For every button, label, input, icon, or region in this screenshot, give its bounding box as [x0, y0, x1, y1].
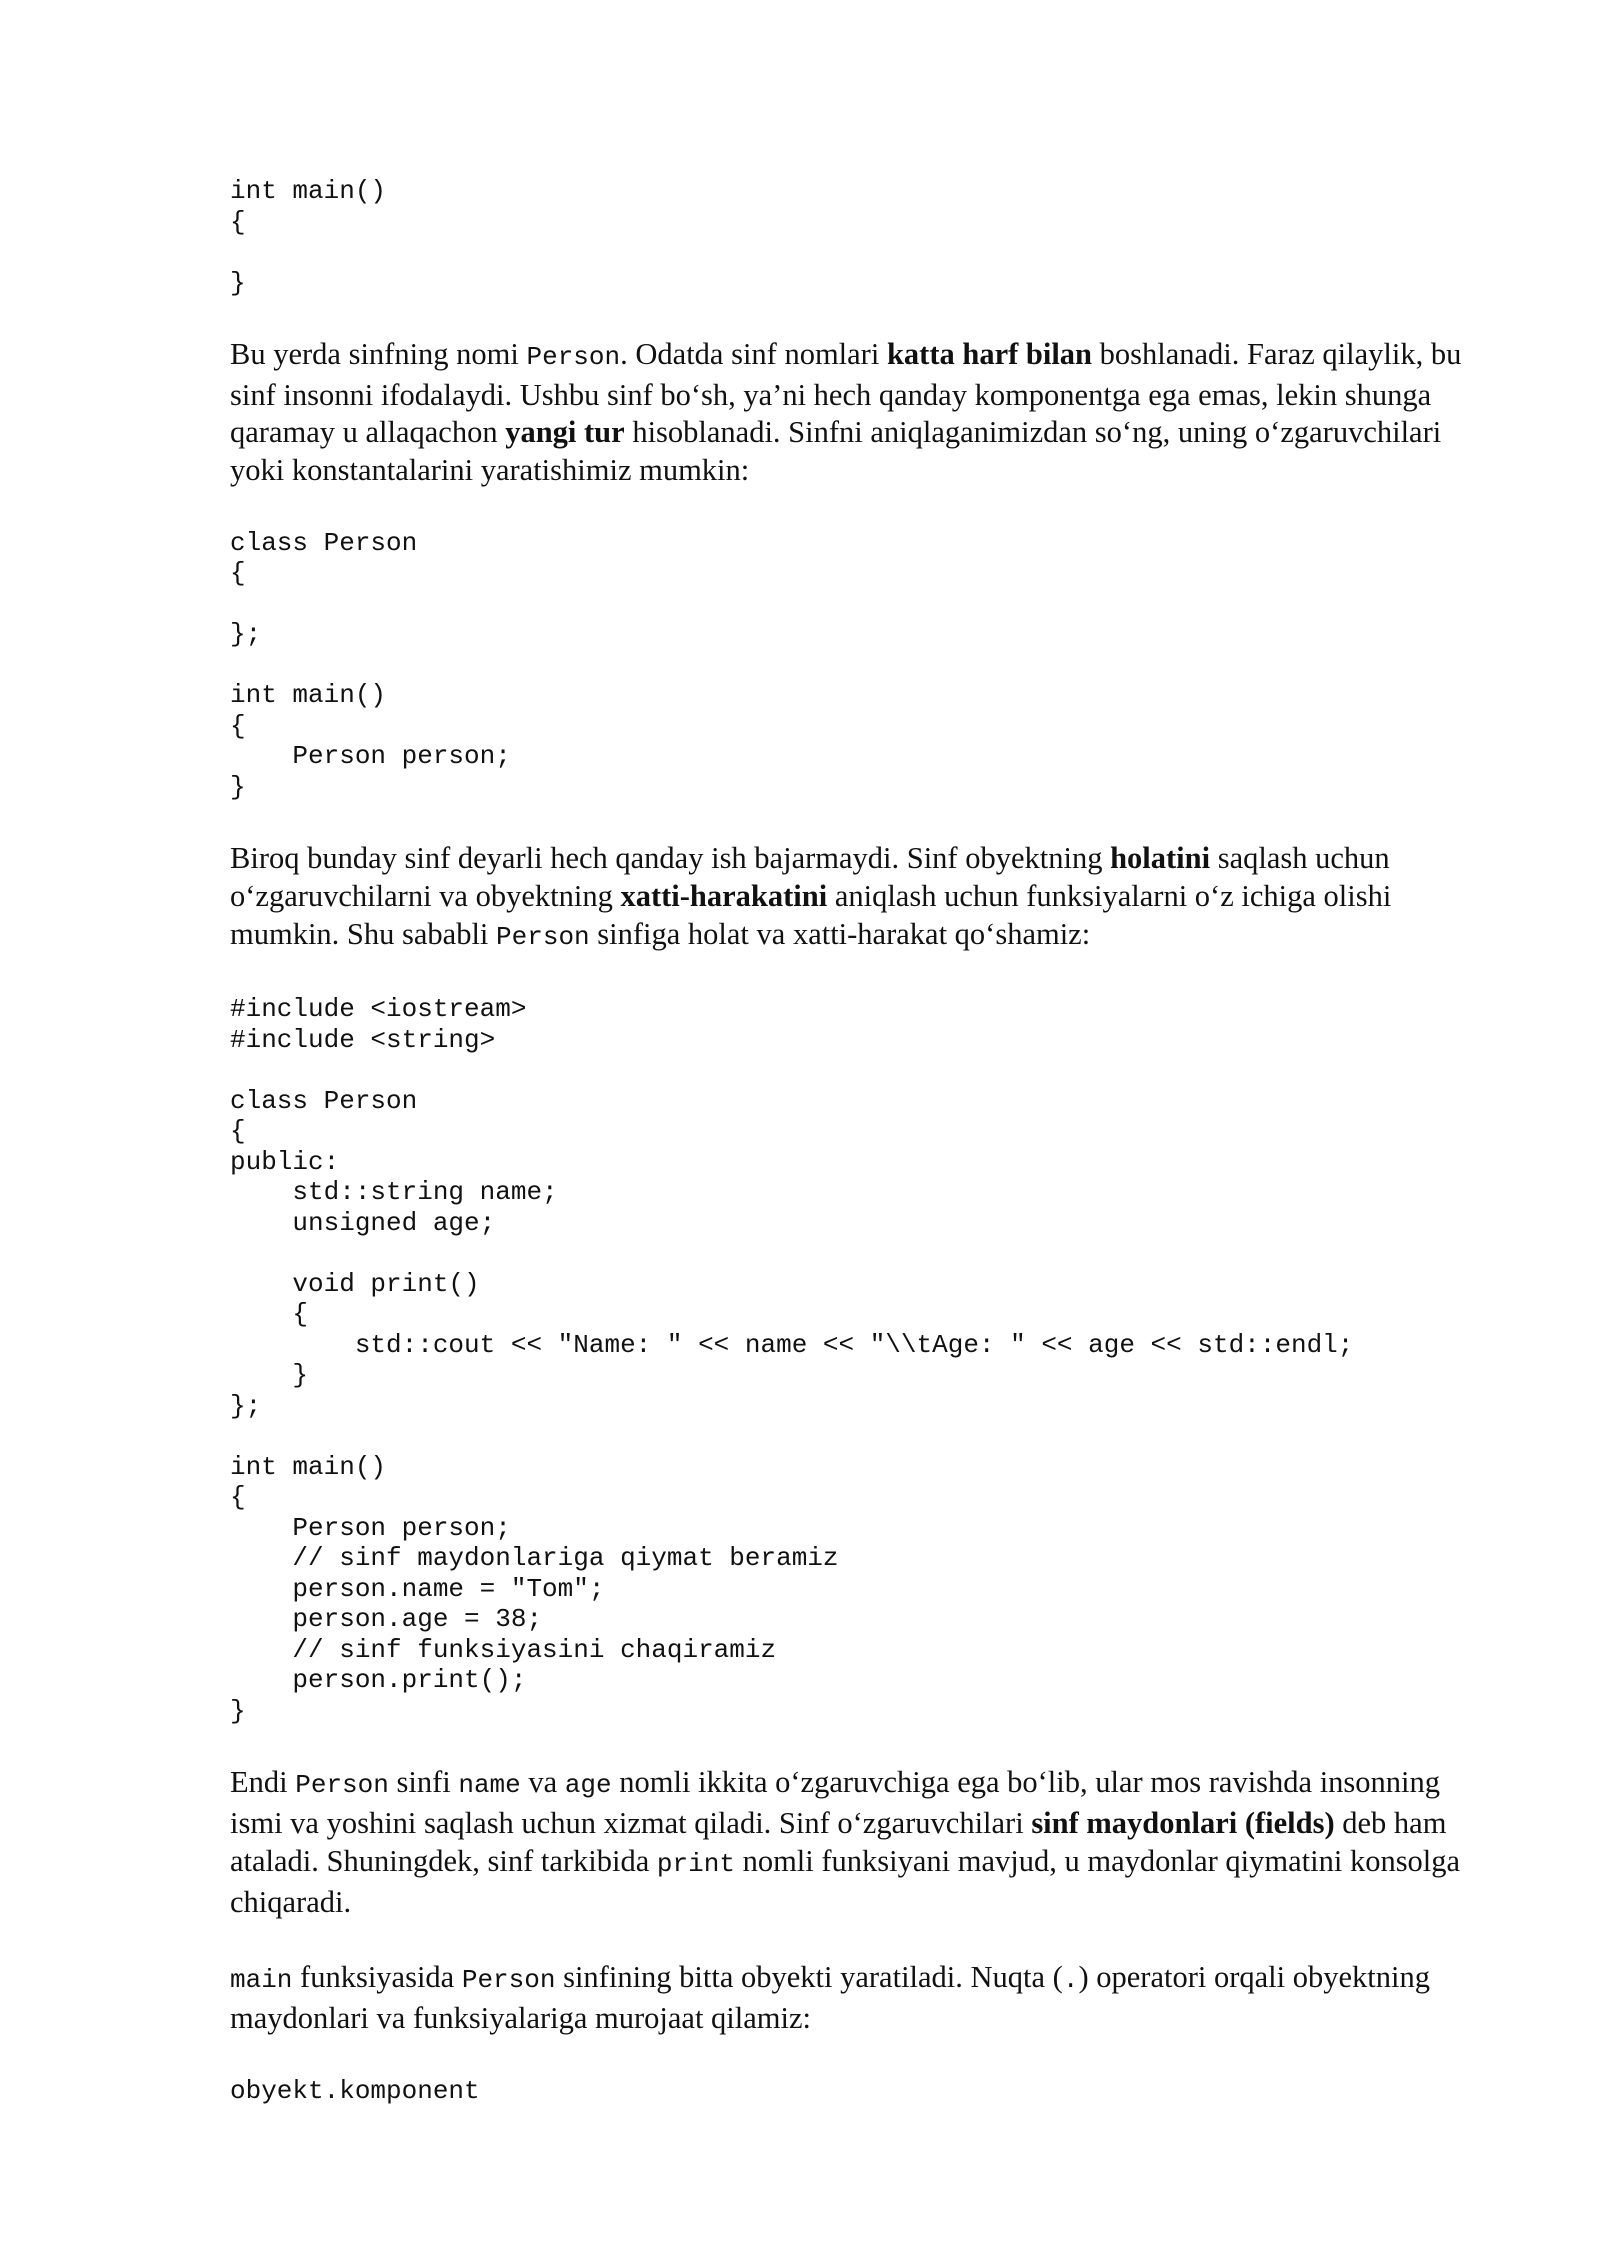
bold-text: holatini	[1110, 841, 1211, 876]
bold-text: katta harf bilan	[886, 337, 1093, 371]
paragraph-state-behavior	[230, 840, 1500, 956]
text-span: sinfi	[388, 1765, 459, 1800]
bold-text: yangi tur	[505, 415, 625, 450]
text-span: Bu yerda sinfning nomi	[230, 337, 527, 371]
text-span: sinfiga holat va xatti-harakat qo‘shamiz:	[589, 916, 1091, 951]
text-span: aniqlash uchun funksiyalarni o‘z ichiga olishi mumkin. Shu sababli	[230, 879, 1392, 951]
inline-code: main	[230, 1965, 293, 1996]
inline-code: age	[564, 1770, 612, 1801]
code-block-main: int main() { }	[230, 176, 387, 298]
text-span: hisoblanadi. Sinfni aniqlaganimizdan so‘ng, uning o‘zgaruvchilari yoki konstantalarini yaratishimiz mumkin:	[230, 415, 1442, 488]
inline-code: Person	[526, 342, 621, 372]
code-block-person-class: #include <iostream> #include <string> class Person { public: std::string name; unsigned age; void print() { std::cout << "Name: " << name << "\\tAge: " << age << std::endl; } }; int main() { Person person; // sinf maydonlariga qiymat beramiz person.name = "Tom"; person.age = 38; // sinf funksiyasini chaqiramiz person.print(); }	[230, 994, 1354, 1726]
text-span: Biroq bunday sinf deyarli hech qanday ish bajarmaydi. Sinf obyektning	[230, 841, 1111, 876]
text-span: boshlanadi. Faraz qilaylik, bu sinf insonni ifodalaydi. Ushbu sinf bo‘sh, ya’ni hech qanday komponentga ega emas, lekin shunga qaramay u allaqachon	[230, 337, 1462, 450]
inline-code: Person	[461, 1965, 556, 1996]
text-span: nomli ikkita o‘zgaruvchiga ega bo‘lib, ular mos ravishda insonning ismi va yoshini saqlash uchun xizmat qiladi. Sinf o‘zgaruvchilari	[230, 1765, 1441, 1841]
text-span: sinfining bitta obyekti yaratiladi. Nuqta (	[555, 1960, 1063, 1995]
text-span: ) operatori orqali obyektning maydonlari va funksiyalariga murojaat qilamiz:	[230, 1960, 1430, 2035]
text-span: funksiyasida	[292, 1960, 462, 1995]
code-block-empty-class: class Person { }; int main() { Person person; }	[230, 527, 511, 802]
text-span: saqlash uchun o‘zgaruvchilarni va obyektning	[230, 841, 1390, 914]
paragraph-class-intro	[230, 336, 1500, 490]
inline-code: Person	[295, 1770, 389, 1801]
inline-code: Person	[496, 921, 590, 952]
text-span: deb ham ataladi. Shuningdek, sinf tarkibida	[230, 1806, 1447, 1878]
text-span: nomli funksiyani mavjud, u maydonlar qiymatini konsolga chiqaradi.	[230, 1843, 1461, 1919]
inline-code: name	[458, 1770, 521, 1801]
text-span: Endi	[230, 1765, 296, 1800]
paragraph-fields	[230, 1764, 1500, 1921]
code-block-member-access: obyekt.komponent	[230, 2075, 480, 2106]
text-span: . Odatda sinf nomlari	[620, 337, 887, 371]
bold-text: xatti-harakatini	[620, 879, 828, 914]
inline-code: print	[656, 1848, 735, 1879]
text-span: va	[520, 1765, 565, 1800]
bold-text: sinf maydonlari (fields)	[1031, 1806, 1335, 1841]
document-page	[230, 176, 1500, 2106]
paragraph-dot-operator	[230, 1959, 1500, 2037]
inline-code: .	[1062, 1965, 1079, 1996]
